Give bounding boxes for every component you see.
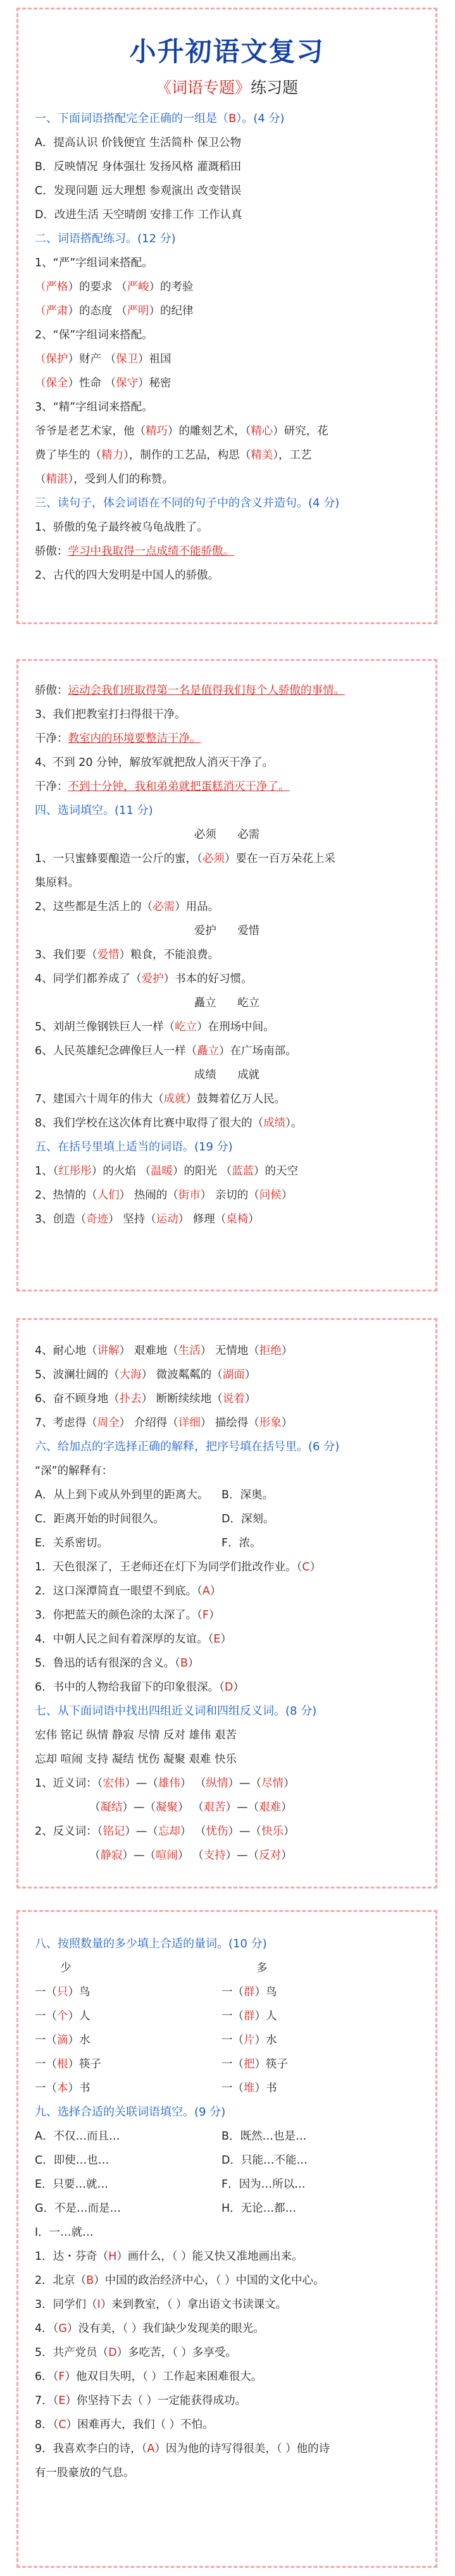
- question-line: 5．鲁迅的话有很深的含义。（B）: [35, 1657, 199, 1670]
- section-4-heading: 四、选词填空。(11 分): [35, 804, 153, 817]
- question-line: 集原料。: [35, 877, 79, 889]
- paragraph-line: 爷爷是老艺术家，他（精巧）的雕刻艺术，（精心）研究，花: [35, 425, 328, 438]
- question-line: 有一股豪放的气息。: [35, 2467, 135, 2479]
- question-line: 4．（G）没有美，（ ）我们缺少发现美的眼光。: [35, 2322, 265, 2335]
- paragraph-line: （精湛），受到人们的称赞。: [35, 473, 173, 486]
- worksheet-card-2: [16, 659, 437, 1291]
- worksheet-card-3: [16, 1318, 437, 1889]
- page-title: 小升初语文复习: [129, 36, 325, 67]
- answer-line: 1、（红彤彤）的火焰 （温暖）的阳光 （蓝蓝）的天空: [35, 1165, 299, 1178]
- question-line: 4、同学们都养成了（爱护）书本的好习惯。: [35, 973, 252, 985]
- answer-line: 干净：不到十分钟，我和弟弟就把蛋糕消灭干净了。: [35, 780, 290, 793]
- measure-row: 一（滴）水 一（片）水: [35, 2034, 277, 2047]
- option-row: I．一…就…: [35, 2226, 94, 2239]
- measure-row: 一（只）鸟 一（群）鸟: [35, 1986, 277, 1999]
- page-subtitle: 《词语专题》练习题: [155, 78, 299, 97]
- synonyms-line: 1、近义词：（宏伟）—（雄伟） （纵情）—（尽情）: [35, 1777, 295, 1790]
- option-row: E．关系密切。 F．浓。: [35, 1537, 261, 1550]
- question-line: 2．这口深潭简直一眼望不到底。（A）: [35, 1585, 221, 1598]
- question-line: 1、“严”字组词来搭配。: [35, 257, 153, 269]
- section-7-heading: 七、从下面词语中找出四组近义词和四组反义词。(8 分): [35, 1704, 317, 1718]
- section-2-heading: 二、词语搭配练习。(12 分): [35, 232, 176, 245]
- question-line: 3、“精”字组词来搭配。: [35, 401, 153, 414]
- question-line: 4．中朝人民之间有着深厚的友谊。（E）: [35, 1633, 232, 1646]
- antonyms-line: （静寂）—（喧闹） （支持）—（反对）: [89, 1849, 292, 1862]
- option-line: A．提高认识 价钱便宜 生活简朴 保卫公物: [35, 137, 242, 149]
- worksheet-card-1: [16, 8, 437, 624]
- answer-line: 4、耐心地（讲解） 艰难地（生活） 无情地（拒绝）: [35, 1345, 293, 1357]
- answer-line: 6、奋不顾身地（扑去） 断断续续地（说着）: [35, 1393, 256, 1405]
- question-line: 1．天色很深了，王老师还在灯下为同学们批改作业。（C）: [35, 1561, 321, 1574]
- synonyms-line: （凝结）—（凝聚） （艰苦）—（艰难）: [89, 1801, 292, 1814]
- question-line: 1．达・芬奇（H）画什么，（ ）能又快又准地画出来。: [35, 2250, 303, 2263]
- answer-line: （保全）性命 （保守）秘密: [35, 377, 171, 390]
- option-row: C．距离开始的时间很久。 D．深刻。: [35, 1513, 275, 1525]
- option-row: C．即使…也… D．只能…不能…: [35, 2154, 308, 2167]
- question-line: 2、“保”字组词来搭配。: [35, 329, 153, 342]
- question-line: 2．北京（B）中国的政治经济中心，（ ）中国的文化中心。: [35, 2274, 325, 2287]
- question-line: 8、我们学校在这次体育比赛中取得了很大的（成绩）。: [35, 1117, 302, 1130]
- word-pair: 矗立 屹立: [194, 997, 260, 1009]
- question-line: 3．你把蓝天的颜色涂的太深了。（F）: [35, 1609, 220, 1622]
- answer-line: 干净：教室内的环境要整洁干净。: [35, 732, 201, 745]
- word-pair: 成绩 成就: [194, 1069, 260, 1082]
- option-line: B．反映情况 身体强壮 发扬风格 灌溉稻田: [35, 161, 242, 173]
- question-line: 6．书中的人物给我留下的印象很深。（D）: [35, 1681, 244, 1694]
- option-row: A．不仅…而且… B．既然…也是…: [35, 2130, 307, 2143]
- question-line: 3、我们把教室打扫得很干净。: [35, 708, 186, 721]
- worksheet-card-4: [16, 1910, 437, 2568]
- question-line: 8．（C）困难再大，我们（ ）不怕。: [35, 2419, 214, 2431]
- word-pair: 必须 必需: [194, 829, 260, 841]
- measure-row: 一（个）人 一（群）人: [35, 2010, 277, 2023]
- measure-row: 一（根）筷子 一（把）筷子: [35, 2058, 288, 2071]
- answer-line: 骄傲：学习中我取得一点成绩不能骄傲。: [35, 545, 234, 558]
- question-line: 4、不到 20 分钟，解放军就把敌人消灭干净了。: [35, 756, 274, 769]
- answer-line: 2、热情的（人们） 热闹的（街市） 亲切的（问候）: [35, 1189, 293, 1202]
- question-line: 3、我们要（爱惜）粮食，不能浪费。: [35, 949, 220, 961]
- measure-header: 少 多: [60, 1962, 268, 1975]
- answer-line: （严格）的要求 （严峻）的考验: [35, 281, 194, 293]
- question-line: 2、这些都是生活上的（必需）用品。: [35, 901, 220, 913]
- question-line: 1、骄傲的兔子最终被乌龟战胜了。: [35, 521, 208, 534]
- question-line: 2、古代的四大发明是中国人的骄傲。: [35, 569, 220, 582]
- option-row: E．只要…就… F．因为…所以…: [35, 2178, 306, 2191]
- section-6-heading: 六、给加点的字选择正确的解释，把序号填在括号里。(6 分): [35, 1440, 340, 1453]
- measure-row: 一（本）书 一（堆）书: [35, 2082, 277, 2095]
- option-line: D．改进生活 天空晴朗 安排工作 工作认真: [35, 209, 242, 221]
- section-3-heading: 三、读句子，体会词语在不同的句子中的含义并造句。(4 分): [35, 496, 340, 510]
- intro-line: “深”的解释有：: [35, 1465, 113, 1477]
- question-line: 7、建国六十周年的伟大（成就）鼓舞着亿万人民。: [35, 1093, 286, 1106]
- question-line: 3．同学们（I）来到教室，（ ）拿出语文书读课文。: [35, 2298, 287, 2311]
- answer-line: （保护）财产 （保卫）祖国: [35, 353, 171, 366]
- paragraph-line: 费了毕生的（精力），制作的工艺品，构思（精美），工艺: [35, 449, 312, 462]
- word-bank-row: 宏伟 铭记 纵情 静寂 尽情 反对 雄伟 艰苦: [35, 1729, 237, 1742]
- option-row: A．从上到下或从外到里的距离大。 B．深奥。: [35, 1489, 274, 1501]
- section-8-heading: 八、按照数量的多少填上合适的量词。(10 分): [35, 1937, 267, 1950]
- question-line: 6、人民英雄纪念碑像巨人一样（矗立）在广场南部。: [35, 1045, 297, 1057]
- section-1-heading: 一、下面词语搭配完全正确的一组是（B）。(4 分): [35, 112, 285, 125]
- question-line: 6．（F）他双目失明，（ ）工作起来困难很大。: [35, 2370, 263, 2383]
- question-line: 9．我喜欢李白的诗，（A）因为他的诗写得很美，（ ）他的诗: [35, 2443, 330, 2455]
- answer-line: 5、波澜壮阔的（大海） 微波粼粼的（湖面）: [35, 1369, 256, 1381]
- word-bank-row: 忘却 喧闹 支持 凝结 忧伤 凝聚 艰难 快乐: [35, 1753, 237, 1766]
- word-pair: 爱护 爱惜: [194, 925, 260, 937]
- answer-line: 7、考虑得（周全） 介绍得（详细） 描绘得（形象）: [35, 1417, 293, 1429]
- section-5-heading: 五、在括号里填上适当的词语。(19 分): [35, 1140, 233, 1154]
- answer-line: 骄傲：运动会我们班取得第一名是值得我们每个人骄傲的事情。: [35, 684, 345, 697]
- question-line: 1、一只蜜蜂要酿造一公斤的蜜，（必须）要在一百万朵花上采: [35, 853, 335, 865]
- antonyms-line: 2、反义词：（铭记）—（忘却） （忧伤）—（快乐）: [35, 1825, 295, 1838]
- option-line: C．发现问题 远大理想 参观演出 改变错误: [35, 185, 242, 197]
- option-row: G．不是…而是… H．无论…都…: [35, 2202, 297, 2215]
- answer-line: 3、创造（奇迹） 坚持（运动） 修理（桌椅）: [35, 1213, 259, 1226]
- question-line: 5．共产党员（D）多吃苦，（ ）多享受。: [35, 2346, 237, 2359]
- answer-line: （严肃）的态度 （严明）的纪律: [35, 305, 194, 317]
- question-line: 7．（E）你坚持下去（ ）一定能获得成功。: [35, 2394, 247, 2407]
- question-line: 5、刘胡兰像钢铁巨人一样（屹立）在刑场中间。: [35, 1021, 275, 1033]
- section-9-heading: 九、选择合适的关联词语填空。(9 分): [35, 2105, 226, 2119]
